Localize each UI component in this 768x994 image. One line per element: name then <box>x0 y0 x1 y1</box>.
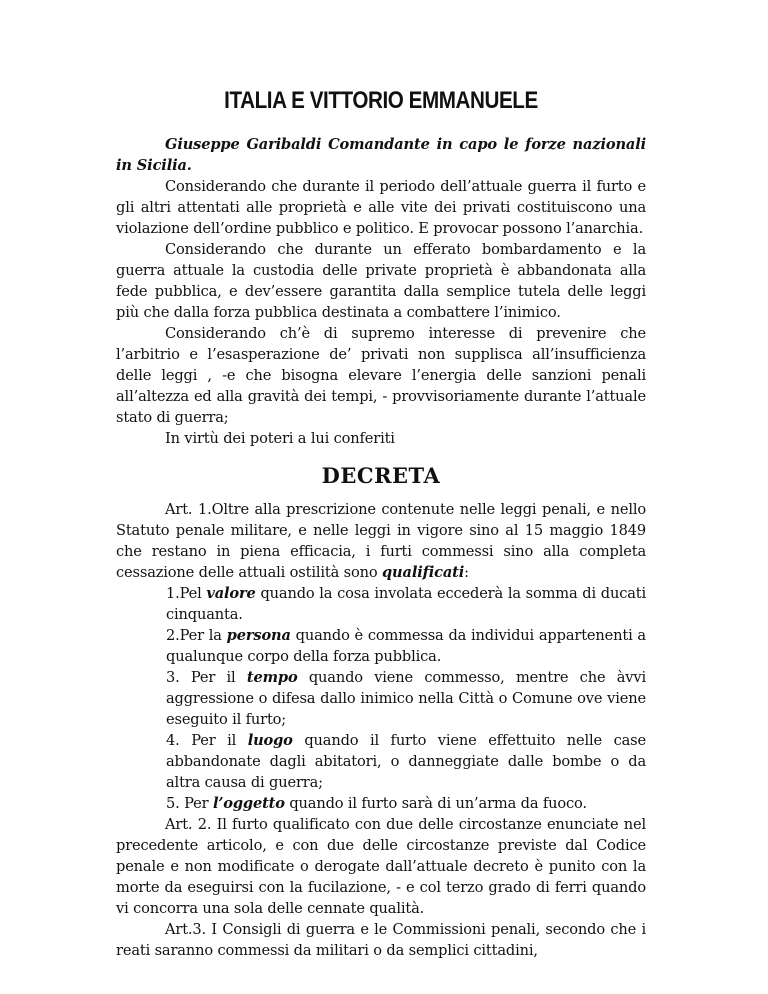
consideration-2: Considerando che durante un efferato bombardamento e la guerra attuale la custodia delle private proprietà è abbandonata alla fede pubblica, e dev’essere garantita dalla semplice tutela delle leggi più che dalla forza pubblica destinata a combattere l’inimico. <box>116 241 646 321</box>
document-title: ITALIA E VITTORIO EMMANUELE <box>224 87 538 114</box>
consideration-3: Considerando ch’è di supremo interesse di prevenire che l’arbitrio e l’esasperazione de’ privati non supplisca all’insufficienza delle leggi , -e che bisogna elevare l’energia delle sanzioni penali all’altezza ed alla gravità dei tempi, - provvisoriamente durante l’attuale stato di guerra; <box>116 325 646 426</box>
list-item-prefix: 2.Per la <box>166 627 227 644</box>
powers-clause: In virtù dei poteri a lui conferiti <box>165 430 395 447</box>
list-item-prefix: 3. Per il <box>166 669 247 686</box>
list-item-prefix: 5. Per <box>166 795 213 812</box>
list-item-text: quando è commessa da individui appartenenti a qualunque corpo della forza pubblica. <box>166 627 646 665</box>
list-item-keyword: persona <box>226 627 291 644</box>
list-item-keyword: luogo <box>247 732 293 749</box>
list-item-prefix: 4. Per il <box>166 732 248 749</box>
consideration-1: Considerando che durante il periodo dell’attuale guerra il furto e gli altri attentati alle proprietà e alle vite dei privati costituiscono una violazione dell’ordine pubblico e politico. E provocar possono l’anarchia. <box>116 178 646 237</box>
list-item-keyword: valore <box>206 585 256 602</box>
list-item <box>166 667 646 730</box>
article-2: Art. 2. Il furto qualificato con due delle circostanze enunciate nel precedente articolo, e con due delle circostanze previste dal Codice penale e non modificate o derogate dall’attuale decreto è punito con la morte da eseguirsi con la fucilazione, - e col terzo grado di ferri quando vi concorra una sola delle cennate qualità. <box>116 816 646 917</box>
article-1 <box>116 499 646 583</box>
qualification-list <box>116 583 646 814</box>
list-item <box>166 625 646 667</box>
article-1-text: Art. 1.Oltre alla prescrizione contenute nelle leggi penali, e nello Statuto penale militare, e nelle leggi in vigore sino al 15 maggio 1849 che restano in piena efficacia, i furti commessi sino alla completa cessazione delle attuali ostilità sono <box>116 501 646 581</box>
article-1-tail: : <box>464 564 469 581</box>
decree-heading: DECRETA <box>321 463 441 488</box>
intro-heading: Giuseppe Garibaldi Comandante in capo le forze nazionali in Sicilia. <box>116 136 646 174</box>
list-item <box>166 730 646 793</box>
article-3: Art.3. I Consigli di guerra e le Commissioni penali, secondo che i reati saranno commessi da militari o da semplici cittadini, <box>116 921 646 959</box>
list-item-text: quando il furto viene effettuito nelle case abbandonate dagli abitatori, o danneggiate dalle bombe o da altra causa di guerra; <box>166 732 647 791</box>
list-item-keyword: l’oggetto <box>212 795 285 812</box>
list-item-prefix: 1.Pel <box>166 585 207 602</box>
article-1-keyword: qualificati <box>382 564 465 581</box>
list-item <box>166 583 646 625</box>
list-item-text: quando viene commesso, mentre che àvvi aggressione o difesa dallo inimico nella Città o Comune ove viene eseguito il furto; <box>166 669 646 728</box>
list-item-keyword: tempo <box>246 669 298 686</box>
list-item-text: quando la cosa involata eccederà la somma di ducati cinquanta. <box>166 585 647 623</box>
document-page <box>116 86 646 961</box>
list-item-text: quando il furto sarà di un’arma da fuoco. <box>284 795 587 812</box>
list-item <box>166 793 646 814</box>
